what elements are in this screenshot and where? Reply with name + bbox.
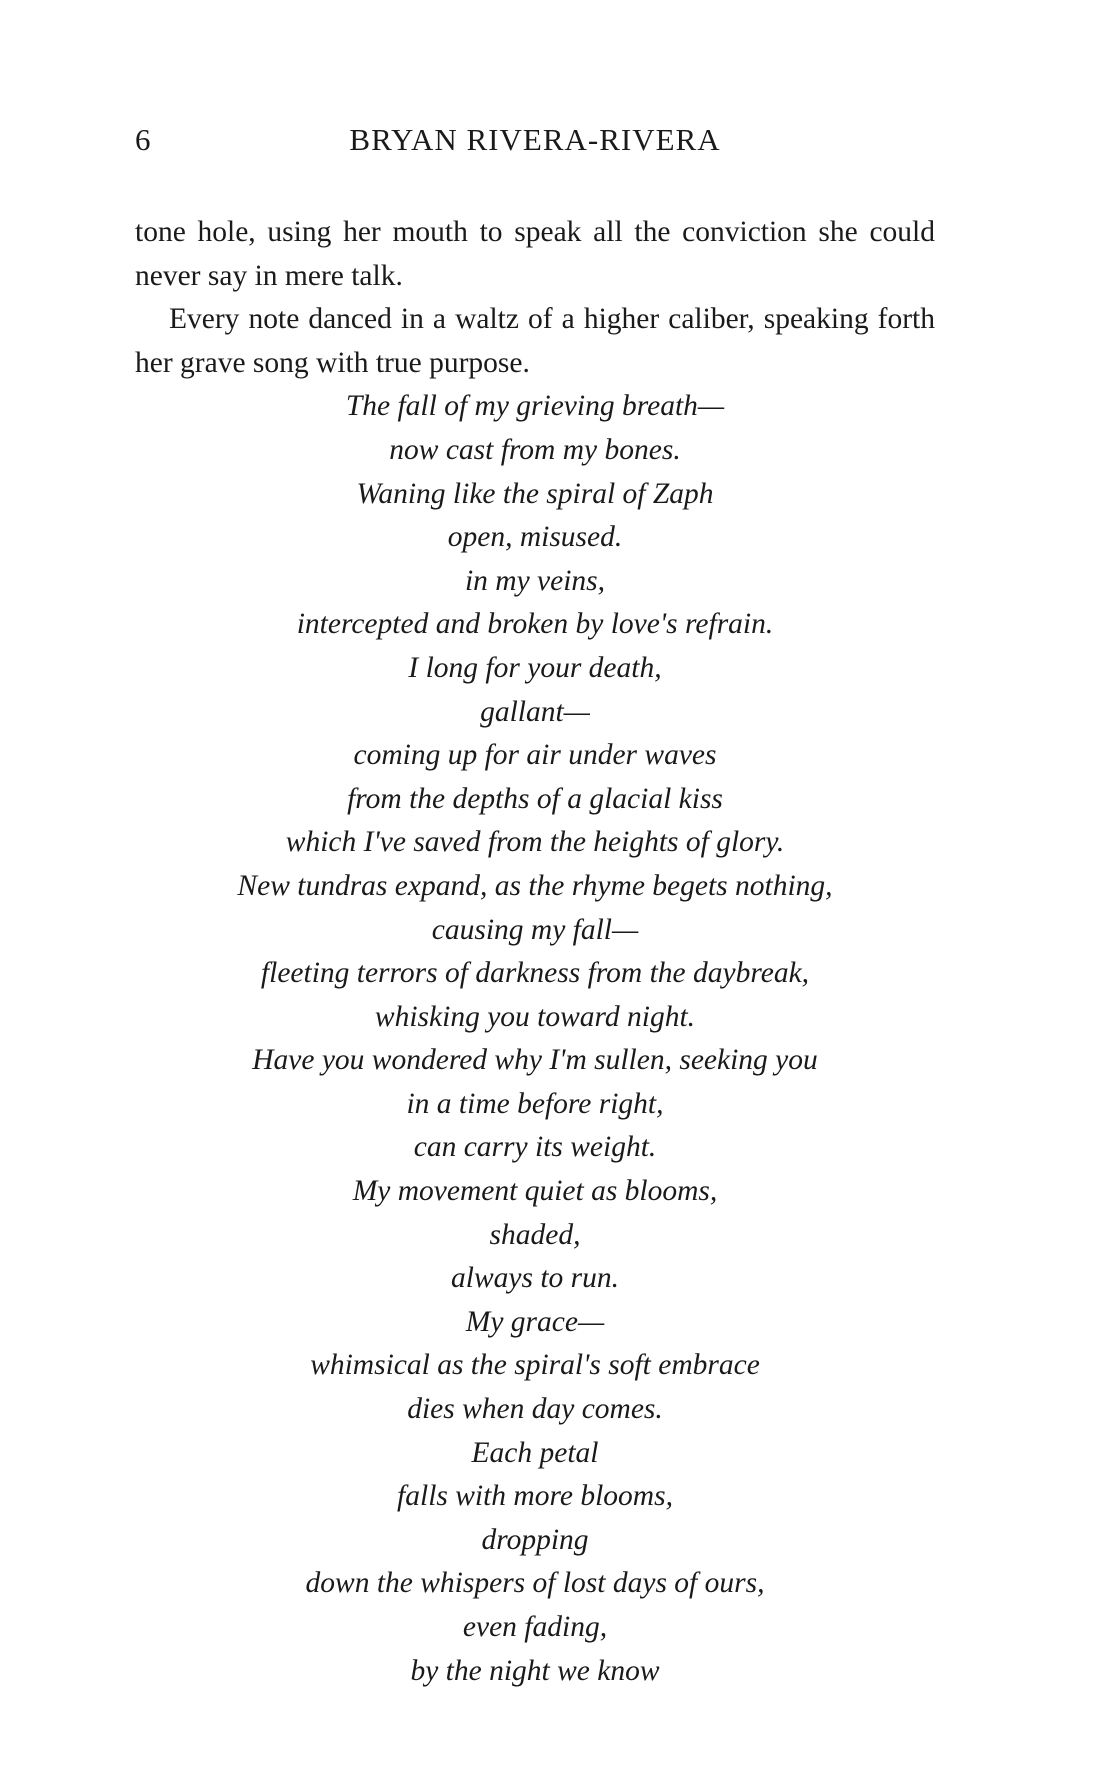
poem-line: now cast from my bones. [389, 433, 681, 466]
poem-line: down the whispers of lost days of ours, [305, 1567, 765, 1600]
poem-line: My movement quiet as blooms, [352, 1175, 718, 1208]
poem-line: dropping [481, 1523, 589, 1556]
poem-line: Waning like the spiral of Zaph [356, 477, 714, 510]
poem-line: by the night we know [410, 1654, 660, 1687]
poem-line: dies when day comes. [407, 1393, 663, 1426]
poem-line: from the depths of a glacial kiss [347, 782, 723, 815]
poem-line: in a time before right, [406, 1087, 664, 1120]
poem-line: My grace— [465, 1305, 605, 1338]
poem-line: always to run. [451, 1262, 619, 1295]
poem-line: which I've saved from the heights of glory. [285, 826, 785, 859]
poem-line: The fall of my grieving breath— [345, 390, 725, 423]
poem-line: New tundras expand, as the rhyme begets nothing, [237, 869, 833, 902]
poem-line: Each petal [471, 1436, 599, 1469]
poem-line: falls with more blooms, [397, 1480, 673, 1513]
poem-line: intercepted and broken by love's refrain. [296, 608, 774, 641]
poem-line: can carry its weight. [413, 1131, 657, 1164]
poem-line: coming up for air under waves [353, 739, 717, 772]
paragraph: tone hole, using her mouth to speak all the conviction she could never say in mere talk. [135, 216, 935, 292]
poem-line: open, misused. [447, 521, 623, 554]
paragraph: Every note danced in a waltz of a higher caliber, speaking forth her grave song with true purpose. [135, 303, 935, 379]
page-number: 6 [135, 122, 151, 157]
poem-line: causing my fall— [431, 913, 639, 946]
poem-line: whisking you toward night. [374, 1000, 696, 1033]
poem-line: even fading, [462, 1611, 608, 1643]
poem-line: whimsical as the spiral's soft embrace [310, 1349, 760, 1382]
poem-line: gallant— [480, 695, 590, 728]
poem-line: fleeting terrors of darkness from the daybreak, [260, 957, 810, 990]
poem [0, 385, 935, 1693]
running-head: BRYAN RIVERA-RIVERA [349, 122, 721, 157]
page-header [135, 122, 935, 162]
poem-line: I long for your death, [408, 651, 662, 684]
poem-line: Have you wondered why I'm sullen, seeking you [252, 1044, 818, 1077]
poem-line: shaded, [489, 1218, 581, 1251]
body-text [135, 211, 935, 1693]
poem-line: in my veins, [464, 564, 606, 597]
